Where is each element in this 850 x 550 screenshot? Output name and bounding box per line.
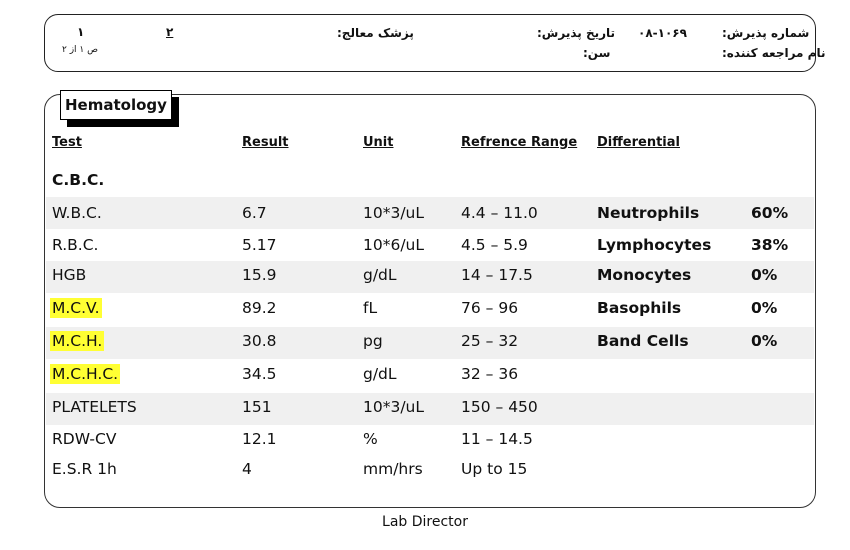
test-unit: pg	[363, 332, 383, 350]
age-label: سن:	[583, 46, 611, 60]
row-stripe	[46, 327, 814, 359]
admission-number-label: شماره پذیرش:	[722, 26, 810, 40]
column-header-differential: Differential	[597, 135, 680, 150]
test-unit: 10*6/uL	[363, 236, 425, 254]
test-unit: 10*3/uL	[363, 204, 425, 222]
admission-date-label: تاریخ پذیرش:	[537, 26, 616, 40]
page-number-2[interactable]: ۲	[166, 25, 174, 39]
patient-info-header	[44, 14, 816, 72]
test-name-highlighted: M.C.H.C.	[52, 365, 119, 383]
test-unit: 10*3/uL	[363, 398, 425, 416]
differential-value: 0%	[751, 332, 778, 350]
row-stripe	[46, 393, 814, 425]
differential-value: 60%	[751, 204, 789, 222]
differential-value: 0%	[751, 299, 778, 317]
differential-name: Basophils	[597, 299, 682, 317]
test-result: 30.8	[242, 332, 277, 350]
test-unit: g/dL	[363, 365, 397, 383]
test-name-highlighted: M.C.H.	[52, 332, 103, 350]
page-number-1: ۱	[77, 25, 85, 39]
differential-value: 0%	[751, 266, 778, 284]
test-reference-range: 14 – 17.5	[461, 266, 533, 284]
test-reference-range: 150 – 450	[461, 398, 538, 416]
lab-director-signature-label: Lab Director	[382, 514, 468, 530]
differential-name: Lymphocytes	[597, 236, 712, 254]
column-header-result: Result	[242, 135, 289, 150]
differential-name: Band Cells	[597, 332, 689, 350]
test-reference-range: 76 – 96	[461, 299, 519, 317]
test-unit: %	[363, 430, 378, 448]
test-unit: mm/hrs	[363, 460, 423, 478]
differential-name: Monocytes	[597, 266, 692, 284]
section-title: Hematology	[60, 90, 172, 120]
test-name: W.B.C.	[52, 204, 102, 222]
test-reference-range: 4.5 – 5.9	[461, 236, 528, 254]
row-stripe	[46, 261, 814, 293]
test-result: 4	[242, 460, 252, 478]
test-reference-range: 32 – 36	[461, 365, 519, 383]
test-reference-range: Up to 15	[461, 460, 528, 478]
test-name: E.S.R 1h	[52, 460, 117, 478]
test-reference-range: 4.4 – 11.0	[461, 204, 538, 222]
test-result: 34.5	[242, 365, 277, 383]
differential-value: 38%	[751, 236, 789, 254]
test-reference-range: 25 – 32	[461, 332, 519, 350]
column-header-reference: Refrence Range	[461, 135, 578, 150]
test-name: RDW-CV	[52, 430, 117, 448]
test-unit: g/dL	[363, 266, 397, 284]
test-result: 6.7	[242, 204, 267, 222]
test-result: 15.9	[242, 266, 277, 284]
patient-name-label: نام مراجعه کننده:	[722, 46, 826, 60]
test-reference-range: 11 – 14.5	[461, 430, 533, 448]
column-header-test: Test	[52, 135, 82, 150]
test-result: 151	[242, 398, 272, 416]
column-header-unit: Unit	[363, 135, 394, 150]
test-name-highlighted: M.C.V.	[52, 299, 100, 317]
test-result: 89.2	[242, 299, 277, 317]
group-label: C.B.C.	[52, 171, 105, 189]
test-result: 5.17	[242, 236, 277, 254]
doctor-label: پزشک معالج:	[337, 26, 414, 40]
hematology-panel	[44, 94, 816, 508]
test-name: HGB	[52, 266, 87, 284]
page-indicator: ص ۱ از ۲	[62, 45, 99, 55]
test-name: PLATELETS	[52, 398, 137, 416]
admission-number-value: ۰۸-۱۰۶۹	[638, 26, 687, 40]
test-result: 12.1	[242, 430, 277, 448]
test-name: R.B.C.	[52, 236, 99, 254]
differential-name: Neutrophils	[597, 204, 700, 222]
test-unit: fL	[363, 299, 378, 317]
